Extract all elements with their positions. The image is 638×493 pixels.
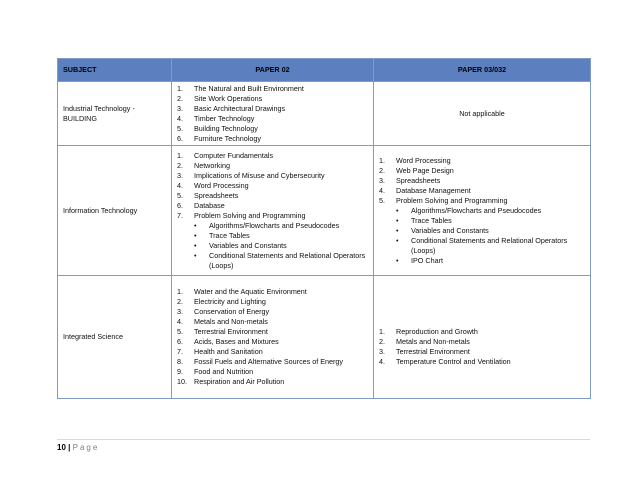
list-item: 7. Problem Solving and Programming • Algorithms/Flowcharts and Pseudocodes • Trace Tables • Variables and Constants • Conditional Statements and Relational Operators (Loops) (177, 211, 368, 271)
list-item: 5. Terrestrial Environment (177, 327, 268, 336)
list-item: 4. Database Management (379, 185, 471, 195)
list-item: 2. Electricity and Lighting (177, 297, 266, 306)
sub-list-item: • Trace Tables (396, 215, 452, 225)
list-item: 3. Implications of Misuse and Cybersecurity (177, 170, 325, 180)
list-item: 7. Health and Sanitation (177, 347, 263, 356)
paper02-cell (172, 276, 374, 399)
paper02-cell (172, 146, 374, 276)
sub-topic-list (177, 221, 368, 271)
bullet-icon: • (194, 250, 197, 260)
sub-list-item: • Variables and Constants (194, 240, 287, 250)
page-label: Page (72, 443, 100, 452)
paper03-cell-not-applicable: Not applicable (374, 82, 591, 146)
list-item: 4. Temperature Control and Ventilation (379, 357, 511, 366)
list-item: 5. Spreadsheets (177, 190, 239, 200)
list-item: 5. Problem Solving and Programming • Algorithms/Flowcharts and Pseudocodes • Trace Tables • Variables and Constants • Conditional Statements and Relational Operators (Loops) • IPO Chart (379, 196, 585, 266)
footer-separator: | (68, 443, 71, 452)
list-item: 2. Web Page Design (379, 165, 454, 175)
header-paper-02: PAPER 02 (172, 59, 374, 82)
subject-cell: Industrial Technology - BUILDING (58, 82, 172, 146)
topic-list (379, 307, 585, 367)
list-item: 3. Conservation of Energy (177, 307, 270, 316)
bullet-icon: • (396, 205, 399, 215)
list-item: 1. Reproduction and Growth (379, 327, 478, 336)
list-item: 4. Word Processing (177, 180, 249, 190)
sub-list-item: • Conditional Statements and Relational Operators (Loops) (396, 235, 568, 255)
list-item: 9. Food and Nutrition (177, 367, 254, 376)
list-item: 1. The Natural and Built Environment (177, 83, 304, 93)
sub-list-item: • Algorithms/Flowcharts and Pseudocodes (194, 220, 340, 230)
list-item: 3. Terrestrial Environment (379, 347, 470, 356)
list-item: 3. Basic Architectural Drawings (177, 103, 286, 113)
header-paper-03: PAPER 03/032 (374, 59, 591, 82)
page-number: 10 (57, 443, 66, 452)
list-item: 1. Water and the Aquatic Environment (177, 287, 307, 296)
bullet-icon: • (396, 255, 399, 265)
bullet-icon: • (194, 230, 197, 240)
paper03-cell (374, 146, 591, 276)
topic-list (379, 156, 585, 266)
sub-list-item: • Conditional Statements and Relational Operators (Loops) (194, 250, 366, 270)
topic-list (177, 151, 368, 271)
table-row-industrial-technology (58, 82, 591, 146)
list-item: 10. Respiration and Air Pollution (177, 377, 285, 386)
sub-list-item: • Trace Tables (194, 230, 250, 240)
bullet-icon: • (396, 235, 399, 245)
bullet-icon: • (194, 220, 197, 230)
list-item: 1. Computer Fundamentals (177, 150, 274, 160)
list-item: 2. Metals and Non-metals (379, 337, 470, 346)
sub-list-item: • Variables and Constants (396, 225, 489, 235)
bullet-icon: • (396, 225, 399, 235)
header-subject: SUBJECT (58, 59, 172, 82)
list-item: 1. Word Processing (379, 155, 451, 165)
bullet-icon: • (194, 240, 197, 250)
list-item: 8. Fossil Fuels and Alternative Sources of Energy (177, 357, 344, 366)
subject-cell: Integrated Science (58, 276, 172, 399)
sub-topic-list (379, 206, 585, 266)
page-footer (57, 439, 590, 452)
subject-cell: Information Technology (58, 146, 172, 276)
sub-list-item: • IPO Chart (396, 255, 443, 265)
topic-list (177, 84, 368, 144)
list-item: 2. Site Work Operations (177, 93, 263, 103)
sub-list-item: • Algorithms/Flowcharts and Pseudocodes (396, 205, 542, 215)
syllabus-table (57, 58, 591, 399)
list-item: 5. Building Technology (177, 123, 258, 133)
paper03-cell (374, 276, 591, 399)
list-item: 6. Acids, Bases and Mixtures (177, 337, 279, 346)
list-item: 4. Timber Technology (177, 113, 255, 123)
table-row-integrated-science (58, 276, 591, 399)
topic-list (177, 287, 368, 387)
table-row-information-technology (58, 146, 591, 276)
bullet-icon: • (396, 215, 399, 225)
list-item: 6. Furniture Technology (177, 133, 261, 143)
list-item: 4. Metals and Non-metals (177, 317, 268, 326)
list-item: 6. Database (177, 200, 225, 210)
paper02-cell (172, 82, 374, 146)
table-header-row (58, 59, 591, 82)
list-item: 3. Spreadsheets (379, 175, 441, 185)
list-item: 2. Networking (177, 160, 230, 170)
